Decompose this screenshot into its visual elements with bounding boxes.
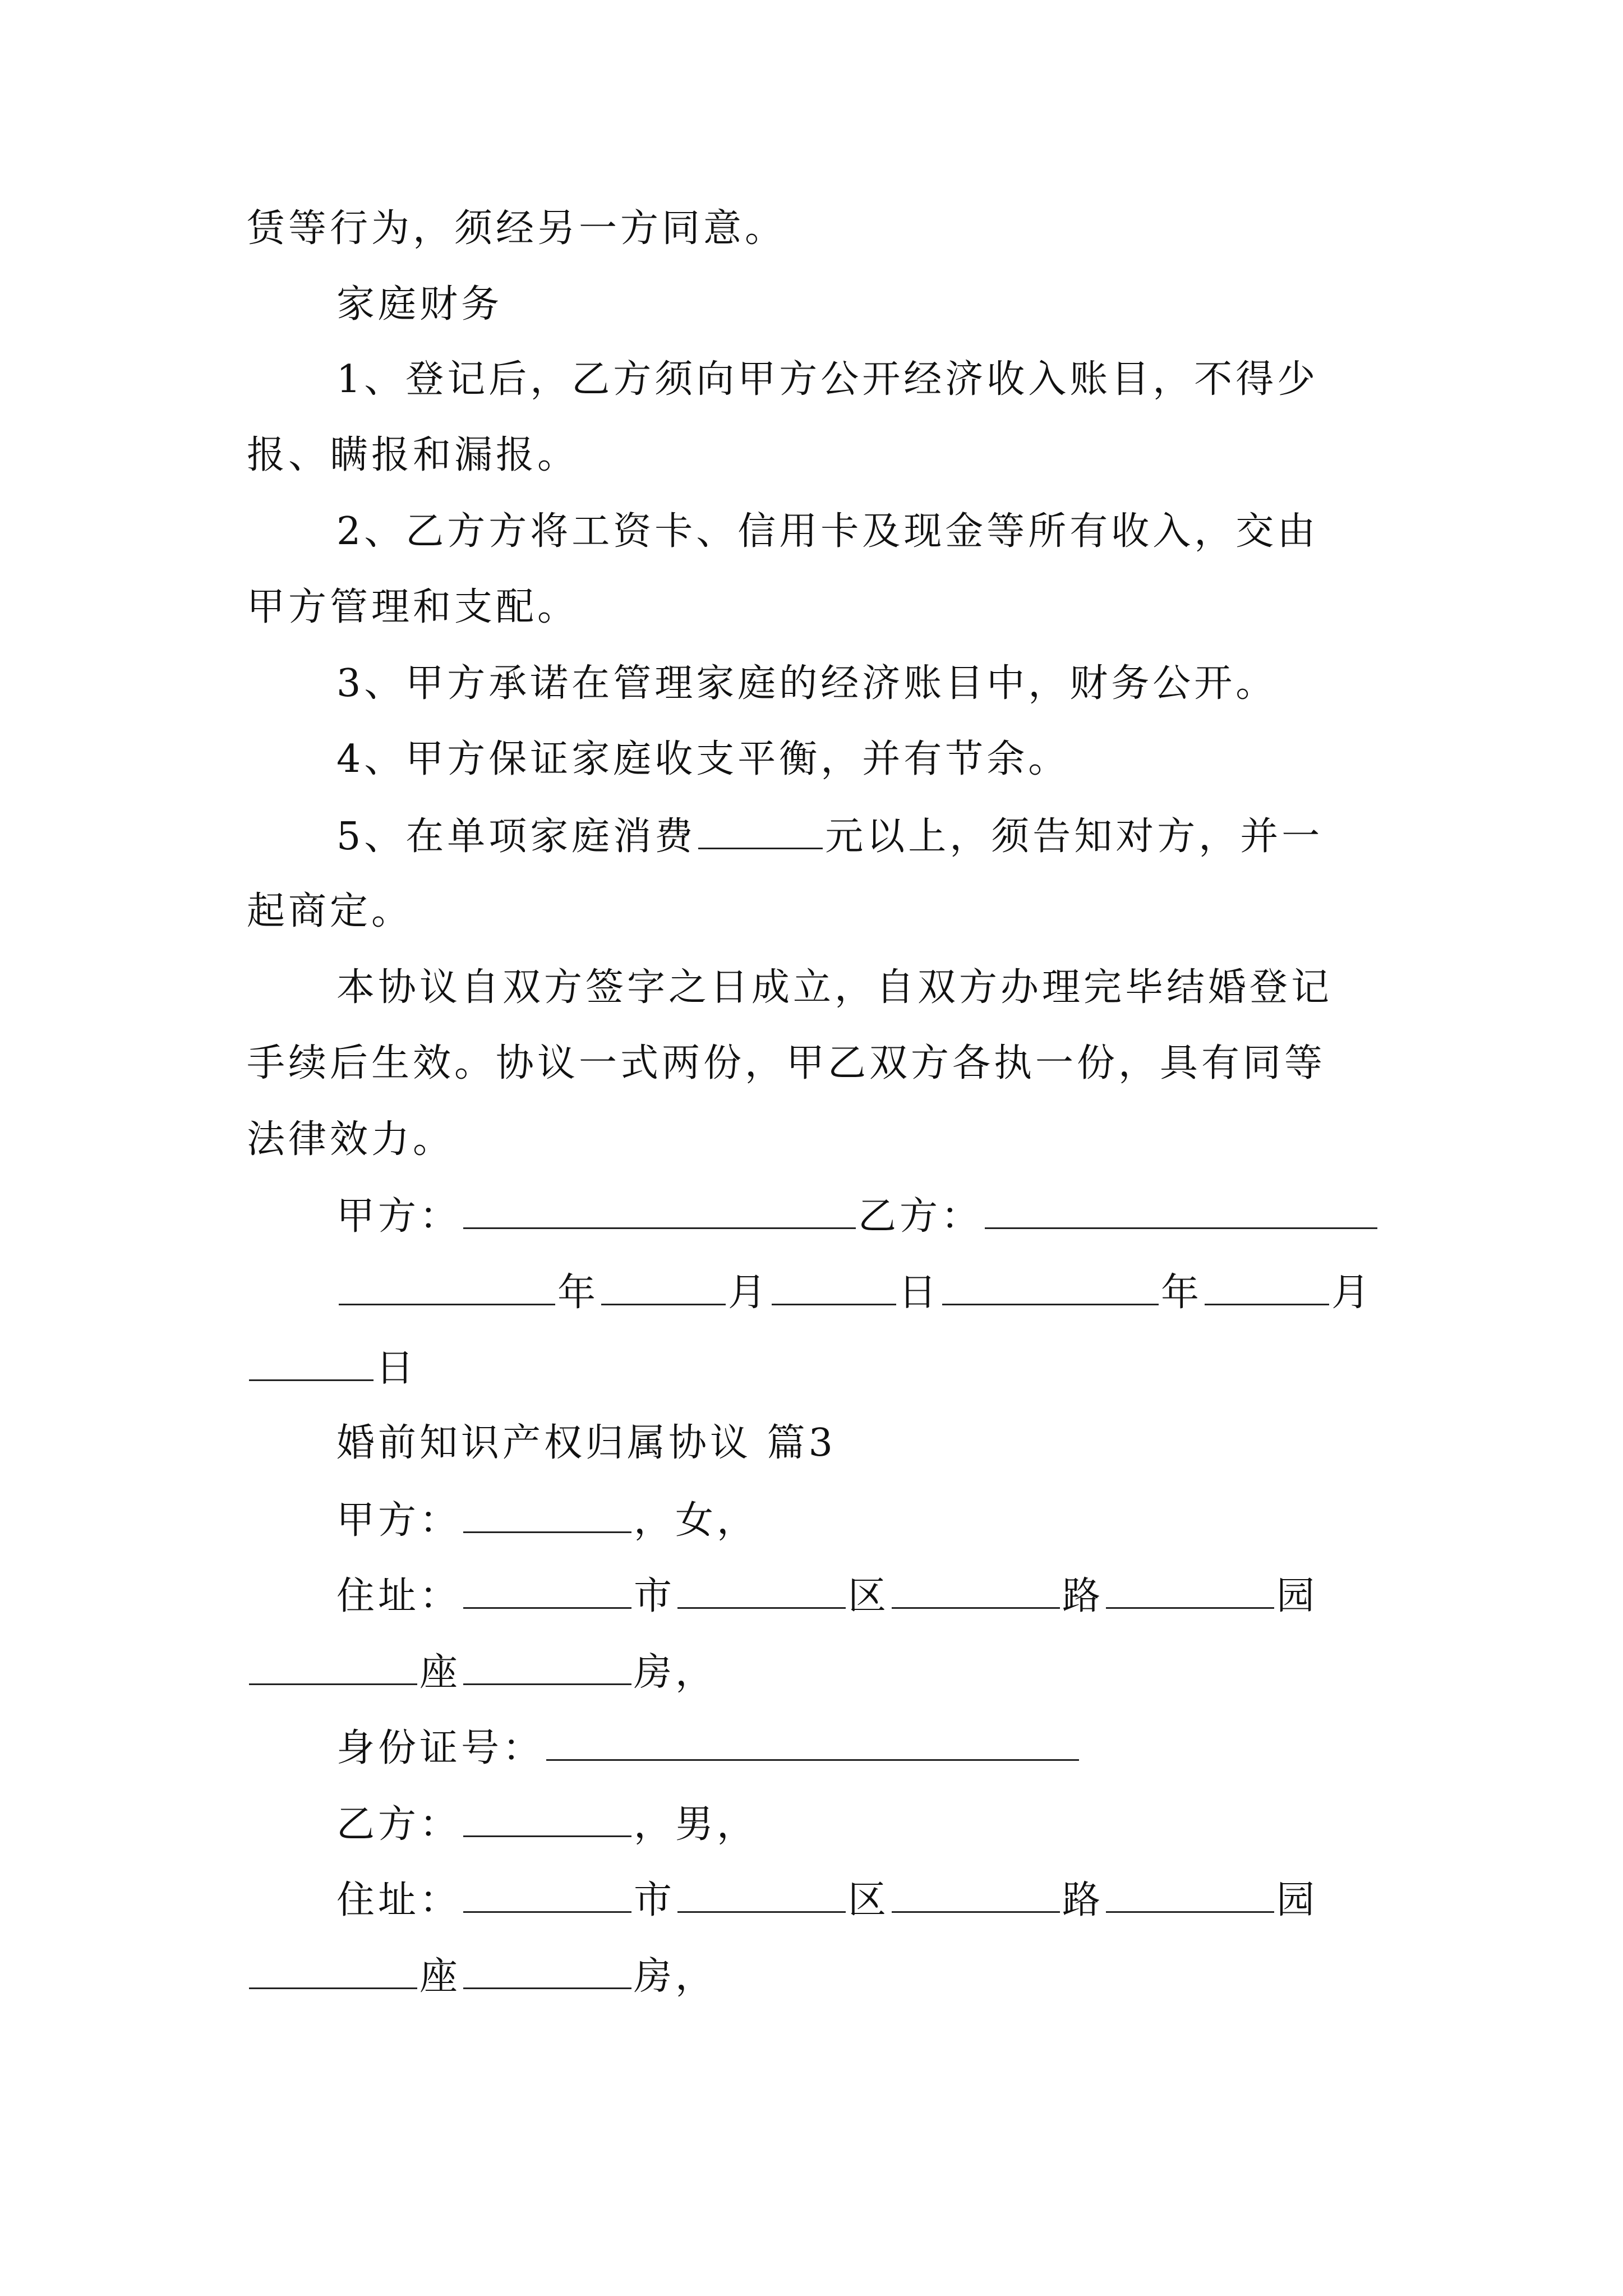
paragraph-line: 3、甲方承诺在管理家庭的经济账目中，财务公开。 (336, 661, 1278, 706)
city-label: 市 (634, 1574, 676, 1618)
party-a-name-blank (463, 1489, 631, 1533)
party-a-address-continued (247, 1641, 1391, 1703)
party-b-sign-label: 乙方： (858, 1194, 983, 1239)
id-number-line (336, 1717, 1391, 1778)
paragraph-line: 报、瞒报和漏报。 (247, 433, 579, 477)
district-blank (677, 1869, 846, 1913)
party-b-line (336, 1793, 1391, 1855)
item5-line (336, 805, 1391, 867)
day-label: 日 (898, 1271, 940, 1315)
paragraph-line: 赁等行为，须经另一方同意。 (247, 206, 787, 251)
id-number-label: 身份证号： (336, 1726, 545, 1770)
paragraph-line: 起商定。 (247, 889, 413, 933)
year-label: 年 (1161, 1271, 1203, 1315)
section-heading: 家庭财务 (336, 282, 503, 326)
paragraph-line: 2、乙方方将工资卡、信用卡及现金等所有收入，交由 (336, 509, 1319, 554)
date-line (336, 1261, 1391, 1323)
month-blank (1205, 1261, 1329, 1305)
month-label: 月 (1331, 1271, 1373, 1315)
paragraph-line: 1、登记后，乙方须向甲方公开经济收入账目，不得少 (336, 357, 1319, 402)
block-label: 座 (419, 1954, 462, 1999)
party-b-address-line (336, 1869, 1391, 1930)
party-b-address-continued (247, 1945, 1391, 2007)
address-label: 住址： (336, 1878, 462, 1922)
party-b-label: 乙方： (336, 1802, 462, 1847)
district-blank (677, 1565, 846, 1609)
district-label: 区 (848, 1878, 890, 1922)
city-blank (463, 1869, 631, 1913)
garden-label: 园 (1276, 1878, 1318, 1922)
id-number-blank (546, 1717, 1079, 1761)
party-a-gender: ，女， (634, 1498, 759, 1543)
room-blank (463, 1641, 631, 1685)
address-label: 住址： (336, 1574, 462, 1618)
garden-blank (1106, 1869, 1274, 1913)
party-b-name-blank (463, 1793, 631, 1837)
room-blank (463, 1945, 631, 1989)
year-blank (339, 1261, 555, 1305)
paragraph-line: 甲方管理和支配。 (247, 585, 579, 629)
block-label: 座 (419, 1650, 462, 1695)
city-blank (463, 1565, 631, 1609)
day-blank (772, 1261, 896, 1305)
room-label: 房， (634, 1650, 717, 1695)
year-label: 年 (557, 1271, 600, 1315)
garden-blank (1106, 1565, 1274, 1609)
item5-suffix: 元以上，须告知对方，并一 (825, 815, 1324, 859)
district-label: 区 (848, 1574, 890, 1618)
garden-label: 园 (1276, 1574, 1318, 1618)
paragraph-line: 手续后生效。协议一式两份，甲乙双方各执一份，具有同等 (247, 1041, 1326, 1085)
party-a-sign-label: 甲方： (336, 1194, 462, 1239)
month-label: 月 (728, 1271, 770, 1315)
paragraph-line: 4、甲方保证家庭收支平衡，并有节余。 (336, 737, 1070, 781)
party-b-signature-blank (985, 1185, 1377, 1229)
party-a-label: 甲方： (336, 1498, 462, 1543)
paragraph-line: 法律效力。 (247, 1117, 455, 1162)
city-label: 市 (634, 1878, 676, 1922)
road-blank (892, 1869, 1060, 1913)
party-a-signature-blank (463, 1185, 856, 1229)
party-a-address-line (336, 1565, 1391, 1626)
road-label: 路 (1062, 1574, 1104, 1618)
amount-blank (698, 805, 823, 849)
day-label: 日 (376, 1346, 418, 1391)
date-line-continued (247, 1337, 1391, 1398)
day-blank (249, 1337, 374, 1381)
room-label: 房， (634, 1954, 717, 1999)
party-b-gender: ，男， (634, 1802, 759, 1847)
road-blank (892, 1565, 1060, 1609)
block-blank (249, 1945, 417, 1989)
road-label: 路 (1062, 1878, 1104, 1922)
month-blank (601, 1261, 726, 1305)
year-blank (942, 1261, 1159, 1305)
item5-prefix: 5、在单项家庭消费 (336, 815, 697, 859)
block-blank (249, 1641, 417, 1685)
section-title: 婚前知识产权归属协议 篇3 (336, 1421, 836, 1465)
party-a-line (336, 1489, 1391, 1550)
signature-line (336, 1185, 1391, 1246)
paragraph-line: 本协议自双方签字之日成立，自双方办理完毕结婚登记 (336, 965, 1333, 1010)
